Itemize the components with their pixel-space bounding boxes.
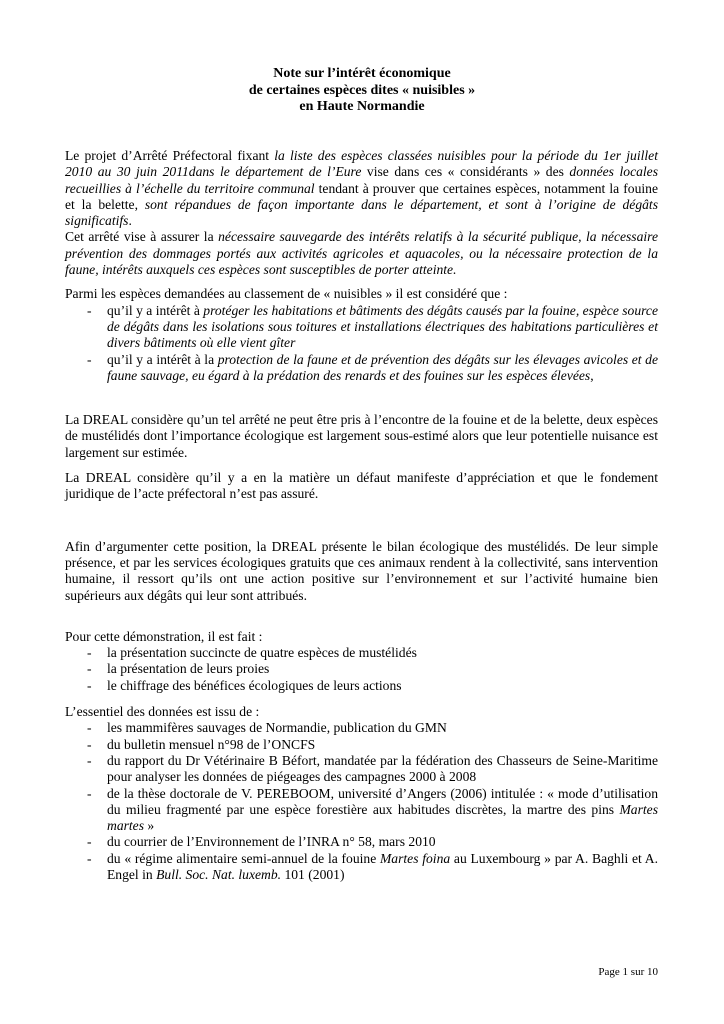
list-item: - du courrier de l’Environnement de l’INRA n° 58, mars 2010: [65, 834, 658, 850]
sources-list: [65, 720, 658, 883]
list-item: - du rapport du Dr Vétérinaire B Béfort, mandatée par la fédération des Chasseurs de Seine-Maritime pour analyser les données de piégeages des campagnes 2000 à 2008: [65, 753, 658, 786]
list-item: - les mammifères sauvages de Normandie, publication du GMN: [65, 720, 658, 736]
paragraph-parmi: Parmi les espèces demandées au classement de « nuisibles » il est considéré que :: [65, 286, 508, 302]
demonstration-section: [65, 629, 658, 694]
title-line: Note sur l’intérêt économique: [273, 66, 451, 81]
demonstration-list: [65, 645, 658, 694]
sources-section: [65, 704, 658, 883]
list-item: - le chiffrage des bénéfices écologiques de leurs actions: [65, 678, 658, 694]
page-number: Page 1 sur 10: [598, 966, 658, 978]
considerations-section: [65, 286, 658, 384]
list-item: - la présentation succincte de quatre espèces de mustélidés: [65, 645, 658, 661]
paragraph-demonstration: Pour cette démonstration, il est fait :: [65, 628, 263, 644]
list-item: - du bulletin mensuel n°98 de l’ONCFS: [65, 737, 658, 753]
paragraph-objectif: Cet arrêté vise à assurer la nécessaire sauvegarde des intérêts relatifs à la sécurité publique, la nécessaire prévention des dommages portés aux activités agricoles et aquacoles, ou la nécessaire protection de la faune, intérêts auxquels ces espèces sont susceptibles de porter atteinte.: [65, 229, 658, 278]
considerations-list: [65, 303, 658, 384]
list-item: - de la thèse doctorale de V. PEREBOOM, université d’Angers (2006) intitulée : « mode d’utilisation du milieu fragmenté par une espèce forestière aux habitudes discrètes, la martre des pins Martes martes »: [65, 786, 658, 835]
paragraph-arrete: Le projet d’Arrêté Préfectoral fixant la liste des espèces classées nuisibles pour la période du 1er juillet 2010 au 30 juin 2011dans le département de l’Eure vise dans ces « considérants » des données locales recueillies à l’échelle du territoire communal tendant à prouver que certaines espèces, notamment la fouine et la belette, sont répandues de façon importante dans le département, et sont à l’origine de dégâts significatifs.: [65, 148, 658, 229]
intro-section: [65, 148, 658, 278]
paragraph-dreal-1: La DREAL considère qu’un tel arrêté ne peut être pris à l’encontre de la fouine et de la belette, deux espèces de mustélidés dont l’importance écologique est largement sous-estimé alors que leur potentielle nuisance est largement sur estimée.: [65, 412, 658, 460]
paragraph-argumentation: Afin d’argumenter cette position, la DREAL présente le bilan écologique des mustélidés. De leur simple présence, et par les services écologiques gratuits que ces animaux rendent à la collectivité, sans intervention humaine, il ressort qu’ils ont une action positive sur l’environnement et sur l’activité humaine bien supérieurs aux dégâts qui leur sont attribués.: [65, 538, 658, 603]
paragraph-sources: L’essentiel des données est issu de :: [65, 704, 260, 720]
list-item: - du « régime alimentaire semi-annuel de la fouine Martes foina au Luxembourg » par A. Baghli et A. Engel in Bull. Soc. Nat. luxemb. 101 (2001): [65, 851, 658, 884]
paragraph-dreal-2: La DREAL considère qu’il y a en la matière un défaut manifeste d’appréciation et que le fondement juridique de l’acte préfectoral n’est pas assuré.: [65, 470, 658, 502]
list-item: - la présentation de leurs proies: [65, 661, 658, 677]
title-line: de certaines espèces dites « nuisibles »: [248, 82, 476, 98]
title-line: en Haute Normandie: [299, 99, 425, 114]
list-item: - qu’il y a intérêt à la protection de la faune et de prévention des dégâts sur les élevages avicoles et de faune sauvage, eu égard à la prédation des renards et des fouines sur les espèces élevées,: [65, 352, 658, 385]
list-item: - qu’il y a intérêt à protéger les habitations et bâtiments des dégâts causés par la fouine, espèce source de dégâts dans les isolations sous toitures et installations électriques des habitations particulières et divers bâtiments où elle vient gîter: [65, 303, 658, 352]
